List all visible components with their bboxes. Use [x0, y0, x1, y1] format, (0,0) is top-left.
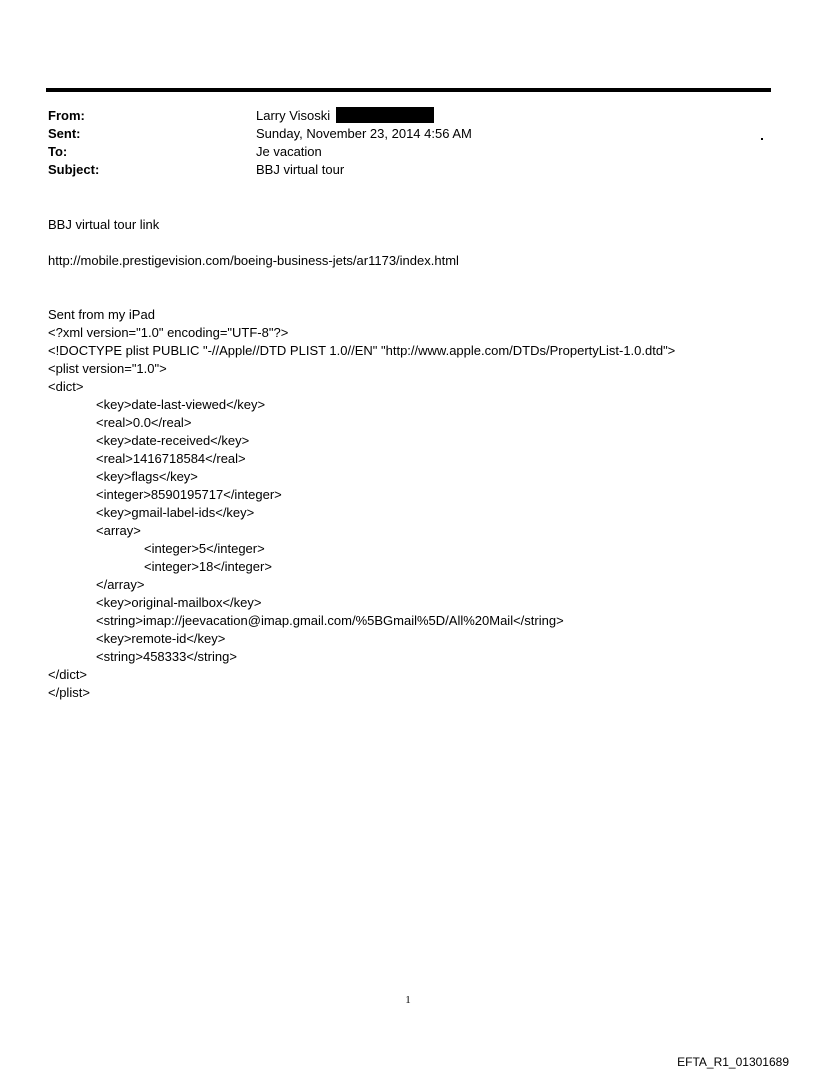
plist-line: </plist> — [48, 685, 90, 700]
signature: Sent from my iPad — [48, 307, 155, 322]
subject-row — [48, 161, 768, 179]
from-label: From: — [48, 108, 85, 123]
plist-line: <key>flags</key> — [96, 469, 198, 484]
to-label: To: — [48, 144, 68, 159]
plist-line: <!DOCTYPE plist PUBLIC "-//Apple//DTD PLIST 1.0//EN" "http://www.apple.com/DTDs/PropertyList-1.0.dtd"> — [48, 343, 676, 358]
plist-line: <array> — [96, 523, 141, 538]
to-value: Je vacation — [256, 144, 322, 159]
plist-line: <integer>18</integer> — [144, 559, 272, 574]
plist-line: <dict> — [48, 379, 84, 394]
from-row — [48, 107, 768, 125]
stray-mark — [761, 138, 763, 140]
tour-link[interactable]: http://mobile.prestigevision.com/boeing-business-jets/ar1173/index.html — [48, 253, 459, 268]
body-intro: BBJ virtual tour link — [48, 217, 160, 232]
subject-value: BBJ virtual tour — [256, 162, 345, 177]
from-value — [256, 107, 434, 125]
plist-line: <string>458333</string> — [96, 649, 237, 664]
redaction-box — [336, 107, 434, 123]
bates-number: EFTA_R1_01301689 — [677, 1055, 789, 1069]
sent-label: Sent: — [48, 126, 81, 141]
plist-line: <?xml version="1.0" encoding="UTF-8"?> — [48, 325, 289, 340]
plist-line: </array> — [96, 577, 145, 592]
plist-line: <plist version="1.0"> — [48, 361, 167, 376]
body-link-block — [48, 252, 788, 270]
plist-line: <key>original-mailbox</key> — [96, 595, 262, 610]
header-divider-rule — [46, 88, 771, 92]
plist-line: <string>imap://jeevacation@imap.gmail.com/%5BGmail%5D/All%20Mail</string> — [96, 613, 564, 628]
plist-line: <integer>8590195717</integer> — [96, 487, 282, 502]
plist-line: <key>date-received</key> — [96, 433, 250, 448]
subject-label: Subject: — [48, 162, 100, 177]
from-name: Larry Visoski — [256, 108, 331, 123]
body-intro-block — [48, 216, 788, 234]
plist-line: <real>1416718584</real> — [96, 451, 246, 466]
plist-line: <key>gmail-label-ids</key> — [96, 505, 255, 520]
plist-line: <real>0.0</real> — [96, 415, 192, 430]
plist-line: <integer>5</integer> — [144, 541, 265, 556]
sent-row — [48, 125, 768, 143]
page-number: 1 — [405, 994, 411, 1006]
to-row — [48, 143, 768, 161]
email-header — [48, 107, 768, 179]
plist-line: <key>date-last-viewed</key> — [96, 397, 266, 412]
sent-value: Sunday, November 23, 2014 4:56 AM — [256, 126, 472, 141]
plist-line: <key>remote-id</key> — [96, 631, 226, 646]
plist-line: </dict> — [48, 667, 88, 682]
body-plist-block — [48, 306, 788, 702]
